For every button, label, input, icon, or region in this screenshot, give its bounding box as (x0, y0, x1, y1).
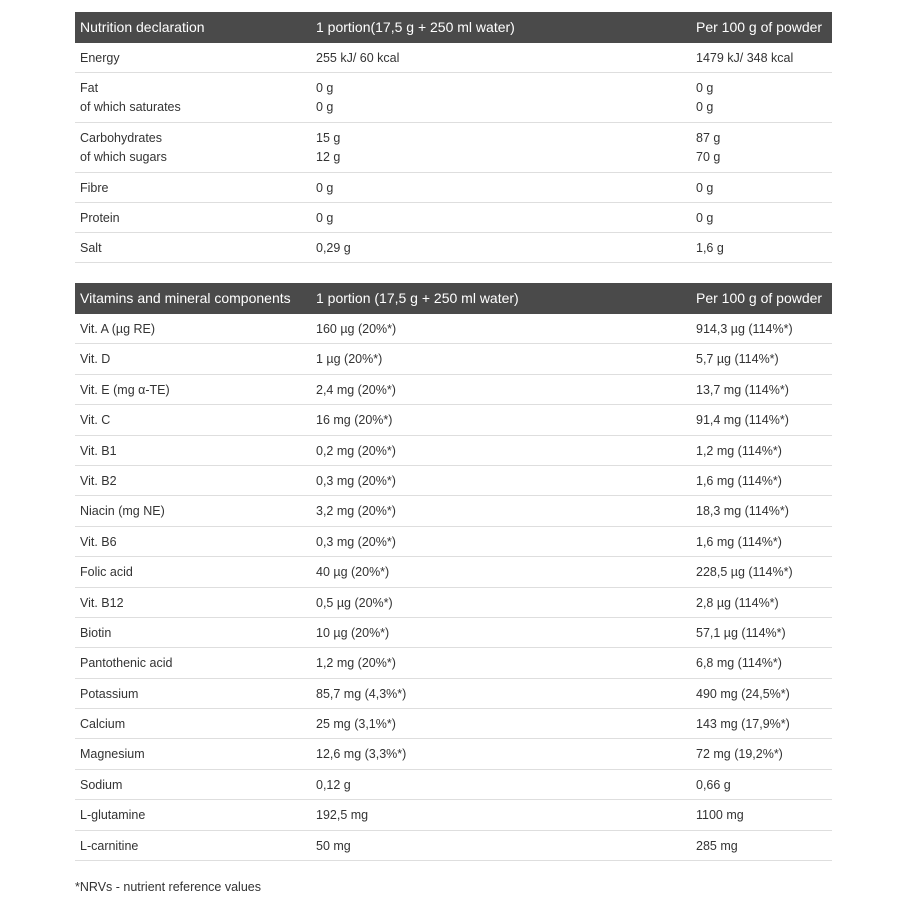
cell-per100 (696, 173, 713, 198)
cell-component: Folic acid (80, 565, 133, 580)
cell-name (80, 43, 120, 68)
table-row (75, 173, 832, 203)
cell-per100: 1,2 mg (114%*) (696, 443, 782, 458)
cell-per100: 1,6 mg (114%*) (696, 473, 782, 488)
cell-per100: 285 mg (696, 838, 738, 853)
cell-component: Sodium (80, 777, 123, 792)
cell-component: Pantothenic acid (80, 656, 173, 671)
cell-line: 0 g (696, 100, 714, 114)
cell-line: 0 g (696, 211, 714, 225)
cell-portion (316, 73, 333, 117)
table-row (75, 123, 832, 173)
table-row (75, 405, 832, 435)
cell-per100 (696, 233, 724, 258)
cell-component: Vit. B2 (80, 473, 117, 488)
nutrition-table (75, 12, 832, 263)
cell-component: Vit. E (mg α-TE) (80, 382, 170, 397)
cell-portion (316, 233, 351, 258)
table-row (75, 203, 832, 233)
cell-portion: 85,7 mg (4,3%*) (316, 686, 407, 701)
cell-per100: 228,5 µg (114%*) (696, 565, 793, 580)
cell-portion: 12,6 mg (3,3%*) (316, 747, 407, 762)
cell-component: Magnesium (80, 747, 145, 762)
cell-portion: 2,4 mg (20%*) (316, 382, 396, 397)
cell-per100: 143 mg (17,9%*) (696, 717, 790, 732)
cell-name (80, 173, 108, 198)
cell-line: Protein (80, 211, 120, 225)
cell-name (80, 73, 181, 117)
cell-line: 0 g (316, 211, 334, 225)
cell-portion: 40 µg (20%*) (316, 565, 390, 580)
cell-line: 255 kJ/ 60 kcal (316, 51, 400, 65)
cell-portion (316, 173, 333, 198)
cell-component: Niacin (mg NE) (80, 504, 165, 519)
cell-line: Carbohydrates (80, 131, 162, 145)
cell-line: 0 g (696, 81, 714, 95)
cell-line: of which saturates (80, 100, 181, 114)
cell-component: Vit. B6 (80, 534, 117, 549)
nutrition-header-row (75, 12, 832, 43)
cell-portion: 50 mg (316, 838, 351, 853)
cell-line: 0,29 g (316, 241, 351, 255)
vitamins-table (75, 283, 832, 861)
footnote: *NRVs - nutrient reference values (75, 880, 261, 894)
cell-per100: 0,66 g (696, 777, 731, 792)
cell-per100: 914,3 µg (114%*) (696, 322, 793, 336)
cell-component: L-carnitine (80, 838, 139, 853)
cell-line: 0 g (316, 181, 334, 195)
cell-per100: 5,7 µg (114%*) (696, 352, 779, 367)
header-nutrient: Nutrition declaration (80, 19, 205, 35)
cell-portion: 0,2 mg (20%*) (316, 443, 396, 458)
nutrition-body (75, 43, 832, 263)
cell-component: Potassium (80, 686, 139, 701)
cell-portion: 1 µg (20%*) (316, 352, 383, 367)
cell-per100 (696, 203, 713, 228)
header-portion: 1 portion(17,5 g + 250 ml water) (316, 19, 515, 35)
cell-portion (316, 123, 340, 167)
cell-line: 87 g (696, 131, 721, 145)
table-row (75, 618, 832, 648)
cell-component: Vit. C (80, 413, 111, 428)
cell-line: 1479 kJ/ 348 kcal (696, 51, 794, 65)
cell-component: Vit. B1 (80, 443, 117, 458)
table-row (75, 557, 832, 587)
cell-per100: 18,3 mg (114%*) (696, 504, 789, 519)
table-row (75, 314, 832, 344)
table-row (75, 344, 832, 374)
cell-line: 70 g (696, 150, 721, 164)
cell-portion: 0,12 g (316, 777, 351, 792)
cell-line: 12 g (316, 150, 341, 164)
cell-component: Calcium (80, 717, 126, 732)
cell-per100 (696, 123, 720, 167)
cell-per100 (696, 73, 713, 117)
cell-component: L-glutamine (80, 808, 146, 823)
cell-per100: 1,6 mg (114%*) (696, 534, 782, 549)
table-row (75, 831, 832, 861)
table-row (75, 739, 832, 769)
cell-name (80, 123, 167, 167)
header-per100: Per 100 g of powder (696, 19, 823, 35)
table-row (75, 527, 832, 557)
cell-line: Fibre (80, 181, 109, 195)
cell-portion: 1,2 mg (20%*) (316, 656, 396, 671)
table-row (75, 233, 832, 263)
cell-component: Vit. B12 (80, 595, 124, 610)
cell-line: 0 g (316, 81, 334, 95)
table-row (75, 588, 832, 618)
vitamins-header-row (75, 283, 832, 314)
table-row (75, 648, 832, 678)
cell-portion: 16 mg (20%*) (316, 413, 393, 428)
header-per100: Per 100 g of powder (696, 290, 823, 306)
cell-line: of which sugars (80, 150, 167, 164)
cell-per100: 1100 mg (696, 808, 744, 823)
cell-portion: 192,5 mg (316, 808, 369, 823)
cell-line: Energy (80, 51, 120, 65)
table-row (75, 709, 832, 739)
table-row (75, 375, 832, 405)
cell-per100: 6,8 mg (114%*) (696, 656, 782, 671)
cell-portion: 0,3 mg (20%*) (316, 473, 396, 488)
cell-component: Vit. A (µg RE) (80, 322, 156, 336)
cell-portion: 3,2 mg (20%*) (316, 504, 396, 519)
table-row (75, 73, 832, 123)
cell-line: 1,6 g (696, 241, 724, 255)
cell-component: Vit. D (80, 352, 111, 367)
cell-portion: 25 mg (3,1%*) (316, 717, 396, 732)
cell-per100: 490 mg (24,5%*) (696, 686, 790, 701)
cell-per100: 2,8 µg (114%*) (696, 595, 779, 610)
cell-portion (316, 43, 399, 68)
header-component: Vitamins and mineral components (80, 290, 291, 306)
cell-line: Fat (80, 81, 99, 95)
table-row (75, 43, 832, 73)
cell-per100: 72 mg (19,2%*) (696, 747, 783, 762)
table-row (75, 496, 832, 526)
cell-line: 15 g (316, 131, 341, 145)
cell-portion: 10 µg (20%*) (316, 625, 390, 640)
cell-portion: 160 µg (20%*) (316, 322, 397, 336)
cell-portion: 0,3 mg (20%*) (316, 534, 396, 549)
cell-line: Salt (80, 241, 102, 255)
cell-per100: 91,4 mg (114%*) (696, 413, 789, 428)
table-row (75, 679, 832, 709)
table-row (75, 466, 832, 496)
cell-line: 0 g (696, 181, 714, 195)
cell-portion: 0,5 µg (20%*) (316, 595, 393, 610)
table-row (75, 800, 832, 830)
cell-component: Biotin (80, 625, 112, 640)
cell-portion (316, 203, 333, 228)
cell-per100: 57,1 µg (114%*) (696, 625, 786, 640)
cell-line: 0 g (316, 100, 334, 114)
vitamins-body (75, 314, 832, 861)
cell-name (80, 233, 102, 258)
cell-per100: 13,7 mg (114%*) (696, 382, 789, 397)
cell-name (80, 203, 120, 228)
table-row (75, 770, 832, 800)
cell-per100 (696, 43, 793, 68)
header-portion: 1 portion (17,5 g + 250 ml water) (316, 290, 519, 306)
table-row (75, 436, 832, 466)
